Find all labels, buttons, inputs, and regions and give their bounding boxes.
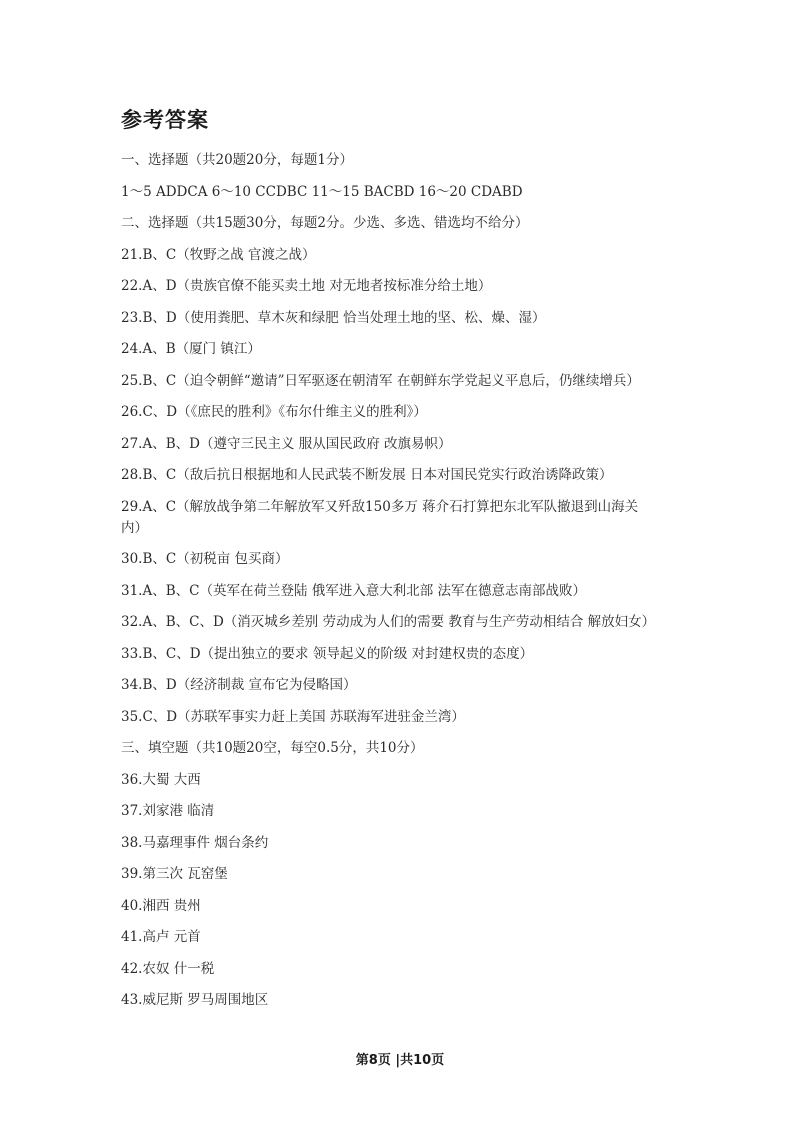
answer-line: 35.C、D（苏联军事实力赶上美国 苏联海军进驻金兰湾） — [121, 708, 465, 725]
answer-line: 23.B、D（使用粪肥、草木灰和绿肥 恰当处理土地的坚、松、燥、湿） — [121, 309, 546, 326]
answer-list — [121, 150, 681, 1022]
answer-line: 25.B、C（迫令朝鲜“邀请”日军驱逐在朝清军 在朝鲜东学党起义平息后，仍继续增兵） — [121, 372, 640, 389]
answer-line: 24.A、B（厦门 镇江） — [121, 341, 261, 357]
answer-line-continuation: 内） — [121, 519, 148, 536]
answer-line: 30.B、C（初税亩 包买商） — [121, 551, 289, 567]
answer-line: 42.农奴 什一税 — [121, 960, 215, 977]
answer-line: 28.B、C（敌后抗日根据地和人民武装不断发展 日本对国民党实行政治诱降政策） — [121, 467, 613, 483]
answer-line: 26.C、D（《庶民的胜利》《布尔什维主义的胜利》） — [121, 404, 427, 420]
page-number-footer: 第8页 |共10页 — [355, 1053, 445, 1068]
answer-line: 32.A、B、C、D（消灭城乡差别 劳动成为人们的需要 教育与生产劳动相结合 解放妇女） — [121, 614, 656, 630]
answer-line: 27.A、B、D（遵守三民主义 服从国民政府 改旗易帜） — [121, 435, 452, 452]
answer-line: 22.A、D（贵族官僚不能买卖土地 对无地者按标准分给土地） — [121, 278, 492, 294]
answer-line: 29.A、C（解放战争第二年解放军又歼敌150多万 蒋介石打算把东北军队撤退到山海关 — [121, 498, 639, 515]
answer-line: 38.马嘉理事件 烟台条约 — [121, 834, 269, 851]
answer-line: 21.B、C（牧野之战 官渡之战） — [121, 246, 316, 263]
section-heading-fill: 三、填空题（共10题20空，每空0.5分，共10分） — [121, 740, 424, 756]
answer-line: 36.大蜀 大西 — [121, 771, 201, 788]
answer-line: 1～5 ADDCA 6～10 CCDBC 11～15 BACBD 16～20 CDABD — [121, 183, 523, 200]
answer-line: 41.高卢 元首 — [121, 929, 201, 945]
answer-line: 43.威尼斯 罗马周围地区 — [121, 992, 269, 1008]
answer-line: 34.B、D（经济制裁 宣布它为侵略国） — [121, 677, 357, 693]
answer-line: 31.A、B、C（英军在荷兰登陆 俄军进入意大利北部 法军在德意志南部战败） — [121, 582, 587, 599]
answer-line: 39.第三次 瓦窑堡 — [121, 866, 228, 882]
section-heading-choice-2: 二、选择题（共15题30分，每题2分。少选、多选、错选均不给分） — [121, 215, 529, 231]
section-heading-choice-1: 一、选择题（共20题20分，每题1分） — [121, 152, 353, 168]
page-title: 参考答案 — [121, 108, 209, 132]
answer-line: 33.B、C、D（提出独立的要求 领导起义的阶级 对封建权贵的态度） — [121, 645, 534, 662]
answer-line: 40.湘西 贵州 — [121, 897, 201, 914]
answer-line: 37.刘家港 临清 — [121, 803, 215, 819]
